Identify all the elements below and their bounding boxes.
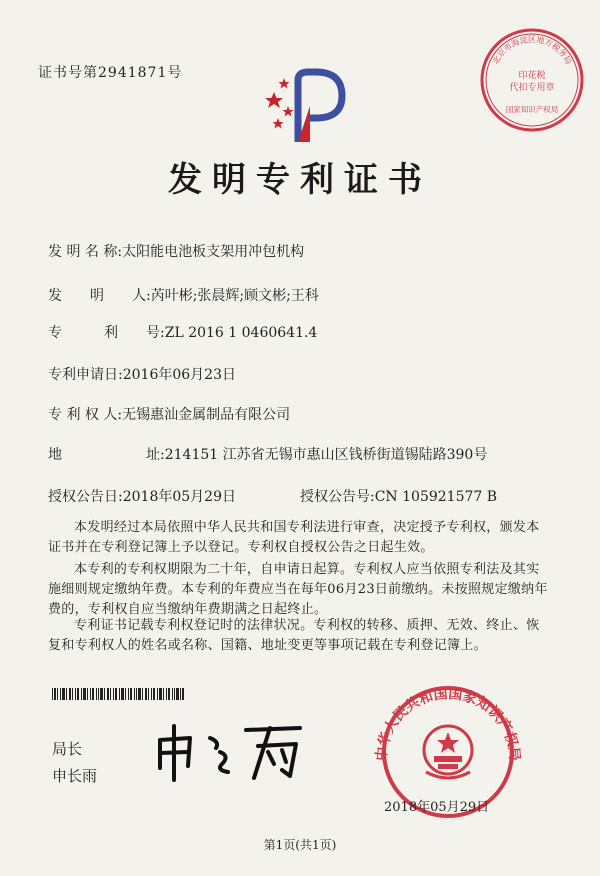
- inventors-value: 芮叶彬;张晨辉;顾文彬;王科: [150, 288, 319, 304]
- paragraph-term-and-fees: 本专利的专利权期限为二十年，自申请日起算。专利权人应当依照专利法及其实施细则规定缴纳年费。本专利的年费应当在每年06月23日前缴纳。未按照规定缴纳年费的，专利权自应当缴纳年费期满之日起终止。: [48, 562, 548, 617]
- national-emblem-icon: [424, 726, 472, 778]
- tax-seal-line2: 代扣专用章: [509, 83, 555, 93]
- tax-seal-line1: 印花税: [518, 71, 546, 81]
- field-invention-name: [48, 241, 304, 261]
- invention-name-value: 太阳能电池板支架用冲包机构: [122, 244, 305, 260]
- patentee-value: 无锡惠汕金属制品有限公司: [122, 407, 291, 423]
- field-inventors: [48, 285, 319, 305]
- field-address: [48, 444, 487, 464]
- field-grant-date: [48, 486, 236, 506]
- grant-date-value: 2018年05月29日: [122, 489, 236, 505]
- tax-seal-line3: 国家知识产权局: [505, 105, 559, 114]
- director-name: 申长雨: [52, 767, 98, 785]
- paragraph-legal-status: 专利证书记载专利权登记时的法律状况。专利权的转移、质押、无效、终止、恢复和专利权人的姓名或名称、国籍、地址变更等事项记载在专利登记簿上。: [48, 618, 540, 653]
- director-title: 局长: [52, 740, 83, 758]
- tax-stamp-seal: [478, 26, 586, 134]
- patent-number-label: 专 利 号:: [48, 325, 165, 341]
- paragraph-grant-statement: 本发明经过本局依照中华人民共和国专利法进行审查，决定授予专利权，颁发本证书并在专利登记簿上予以登记。专利权自授权公告之日起生效。: [48, 520, 540, 555]
- tax-seal-ring-text: 北京市海淀区地方税务局: [490, 35, 574, 66]
- field-filing-date: [48, 364, 236, 384]
- patentee-label: 专 利 权 人:: [48, 407, 123, 423]
- certificate-title: 发明专利证书: [168, 160, 432, 200]
- barcode: [52, 688, 184, 700]
- filing-date-value: 2016年06月23日: [122, 367, 236, 383]
- invention-name-label: 发 明 名 称:: [48, 244, 123, 260]
- certificate-number: 证书号第2941871号: [38, 65, 183, 81]
- svg-text:中华人民共和国国家知识产权局: [373, 685, 523, 762]
- big-seal-ring-text: 中华人民共和国国家知识产权局: [373, 686, 523, 762]
- director-signature: [150, 718, 310, 788]
- patent-number-value: ZL 2016 1 0460641.4: [164, 325, 318, 341]
- inventors-label: 发 明 人:: [48, 288, 151, 304]
- field-patent-number: [48, 322, 317, 342]
- address-label: 地 址:: [48, 447, 165, 463]
- address-value: 214151 江苏省无锡市惠山区钱桥街道锡陆路390号: [164, 447, 488, 463]
- patent-office-logo: [258, 66, 348, 146]
- grant-number-value: CN 105921577 B: [374, 489, 498, 505]
- grant-number-label: 授权公告号:: [300, 489, 375, 505]
- grant-date-label: 授权公告日:: [48, 489, 123, 505]
- filing-date-label: 专利申请日:: [48, 367, 123, 383]
- field-grant-number: [300, 486, 497, 506]
- page-number: 第1页(共1页): [263, 838, 337, 852]
- field-patentee: [48, 404, 290, 424]
- seal-date: 2018年05月29日: [384, 800, 490, 815]
